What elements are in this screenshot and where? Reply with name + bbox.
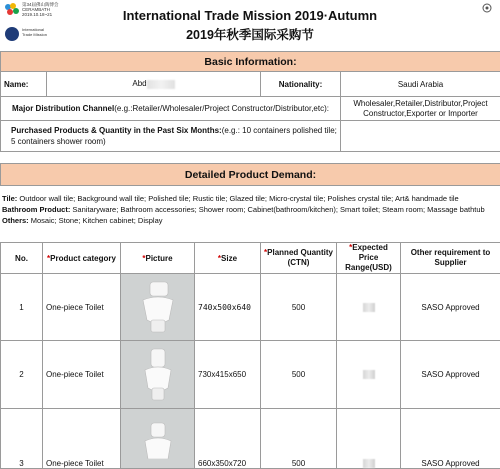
col-header-other: Other requirement to Supplier <box>401 243 500 274</box>
row-other: SASO Approved <box>401 409 500 469</box>
detailed-demand-heading: Detailed Product Demand: <box>1 164 500 186</box>
row-category: One-piece Toilet <box>43 409 121 469</box>
others-line: Others: Mosaic; Stone; Kitchen cabinet; Display <box>2 215 500 226</box>
basic-info-heading: Basic Information: <box>1 52 500 72</box>
product-picture <box>121 274 195 341</box>
row-price <box>337 409 401 469</box>
name-label: Name: <box>1 72 47 97</box>
redacted-name <box>147 80 175 89</box>
col-header-picture: *Picture <box>121 243 195 274</box>
row-other: SASO Approved <box>401 274 500 341</box>
row-price <box>337 274 401 341</box>
row-quantity: 500 <box>261 409 337 469</box>
product-demand-table <box>0 242 500 469</box>
row-category: One-piece Toilet <box>43 341 121 409</box>
table-row <box>1 409 500 469</box>
table-row <box>1 341 500 409</box>
toilet-image-icon <box>133 419 183 459</box>
col-header-category: *Product category <box>43 243 121 274</box>
redacted-price <box>363 303 375 312</box>
table-row <box>1 274 500 341</box>
row-size: 740x500x640 <box>195 274 261 341</box>
basic-info-table <box>0 51 500 186</box>
corner-logo-icon <box>482 3 492 13</box>
channel-value: Wholesaler,Retailer,Distributor,Project Constructor,Exporter or Importer <box>341 97 500 121</box>
title-chinese: 2019年秋季国际采购节 <box>0 25 500 43</box>
channel-label: Major Distribution Channel(e.g.:Retailer/Wholesaler/Project Constructor/Distributor,etc): <box>1 97 341 121</box>
title-english: International Trade Mission 2019·Autumn <box>0 8 500 23</box>
nationality-value: Saudi Arabia <box>341 72 500 97</box>
toilet-image-icon <box>133 276 183 338</box>
row-size: 660x350x720 <box>195 409 261 469</box>
row-quantity: 500 <box>261 341 337 409</box>
row-other: SASO Approved <box>401 341 500 409</box>
nationality-label: Nationality: <box>261 72 341 97</box>
row-no: 3 <box>1 409 43 469</box>
name-value: Abd <box>47 72 261 97</box>
row-category: One-piece Toilet <box>43 274 121 341</box>
col-header-quantity: *Planned Quantity (CTN) <box>261 243 337 274</box>
fair-logo-text: 第34届佛山陶博会 CERAMBATH 2019.10.18~21 <box>22 2 62 17</box>
row-size: 730x415x650 <box>195 341 261 409</box>
purchased-value <box>341 121 500 152</box>
purchased-label: Purchased Products & Quantity in the Past Six Months:(e.g.: 10 containers polished tile; 5 containers shower room) <box>1 121 341 152</box>
row-price <box>337 341 401 409</box>
row-no: 2 <box>1 341 43 409</box>
redacted-price <box>363 459 375 468</box>
product-category-list <box>0 193 500 226</box>
tile-line: Tile: Outdoor wall tile; Background wall tile; Polished tile; Rustic tile; Glazed tile; Micro-crystal tile; Polishes crystal tile; Art& handmade tile <box>2 193 500 204</box>
col-header-price: *Expected Price Range(USD) <box>337 243 401 274</box>
document-header <box>0 0 500 48</box>
col-header-no: No. <box>1 243 43 274</box>
trade-mission-logo-text: International Trade Mission <box>22 28 52 37</box>
spacer-row <box>1 152 500 164</box>
bathroom-line: Bathroom Product: Sanitaryware; Bathroom accessories; Shower room; Cabinet(bathroom/kitchen); Smart toilet; Steam room; Massage bathtub <box>2 204 500 215</box>
product-picture <box>121 341 195 409</box>
row-quantity: 500 <box>261 274 337 341</box>
toilet-image-icon <box>133 344 183 406</box>
col-header-size: *Size <box>195 243 261 274</box>
row-no: 1 <box>1 274 43 341</box>
redacted-price <box>363 370 375 379</box>
product-picture <box>121 409 195 469</box>
